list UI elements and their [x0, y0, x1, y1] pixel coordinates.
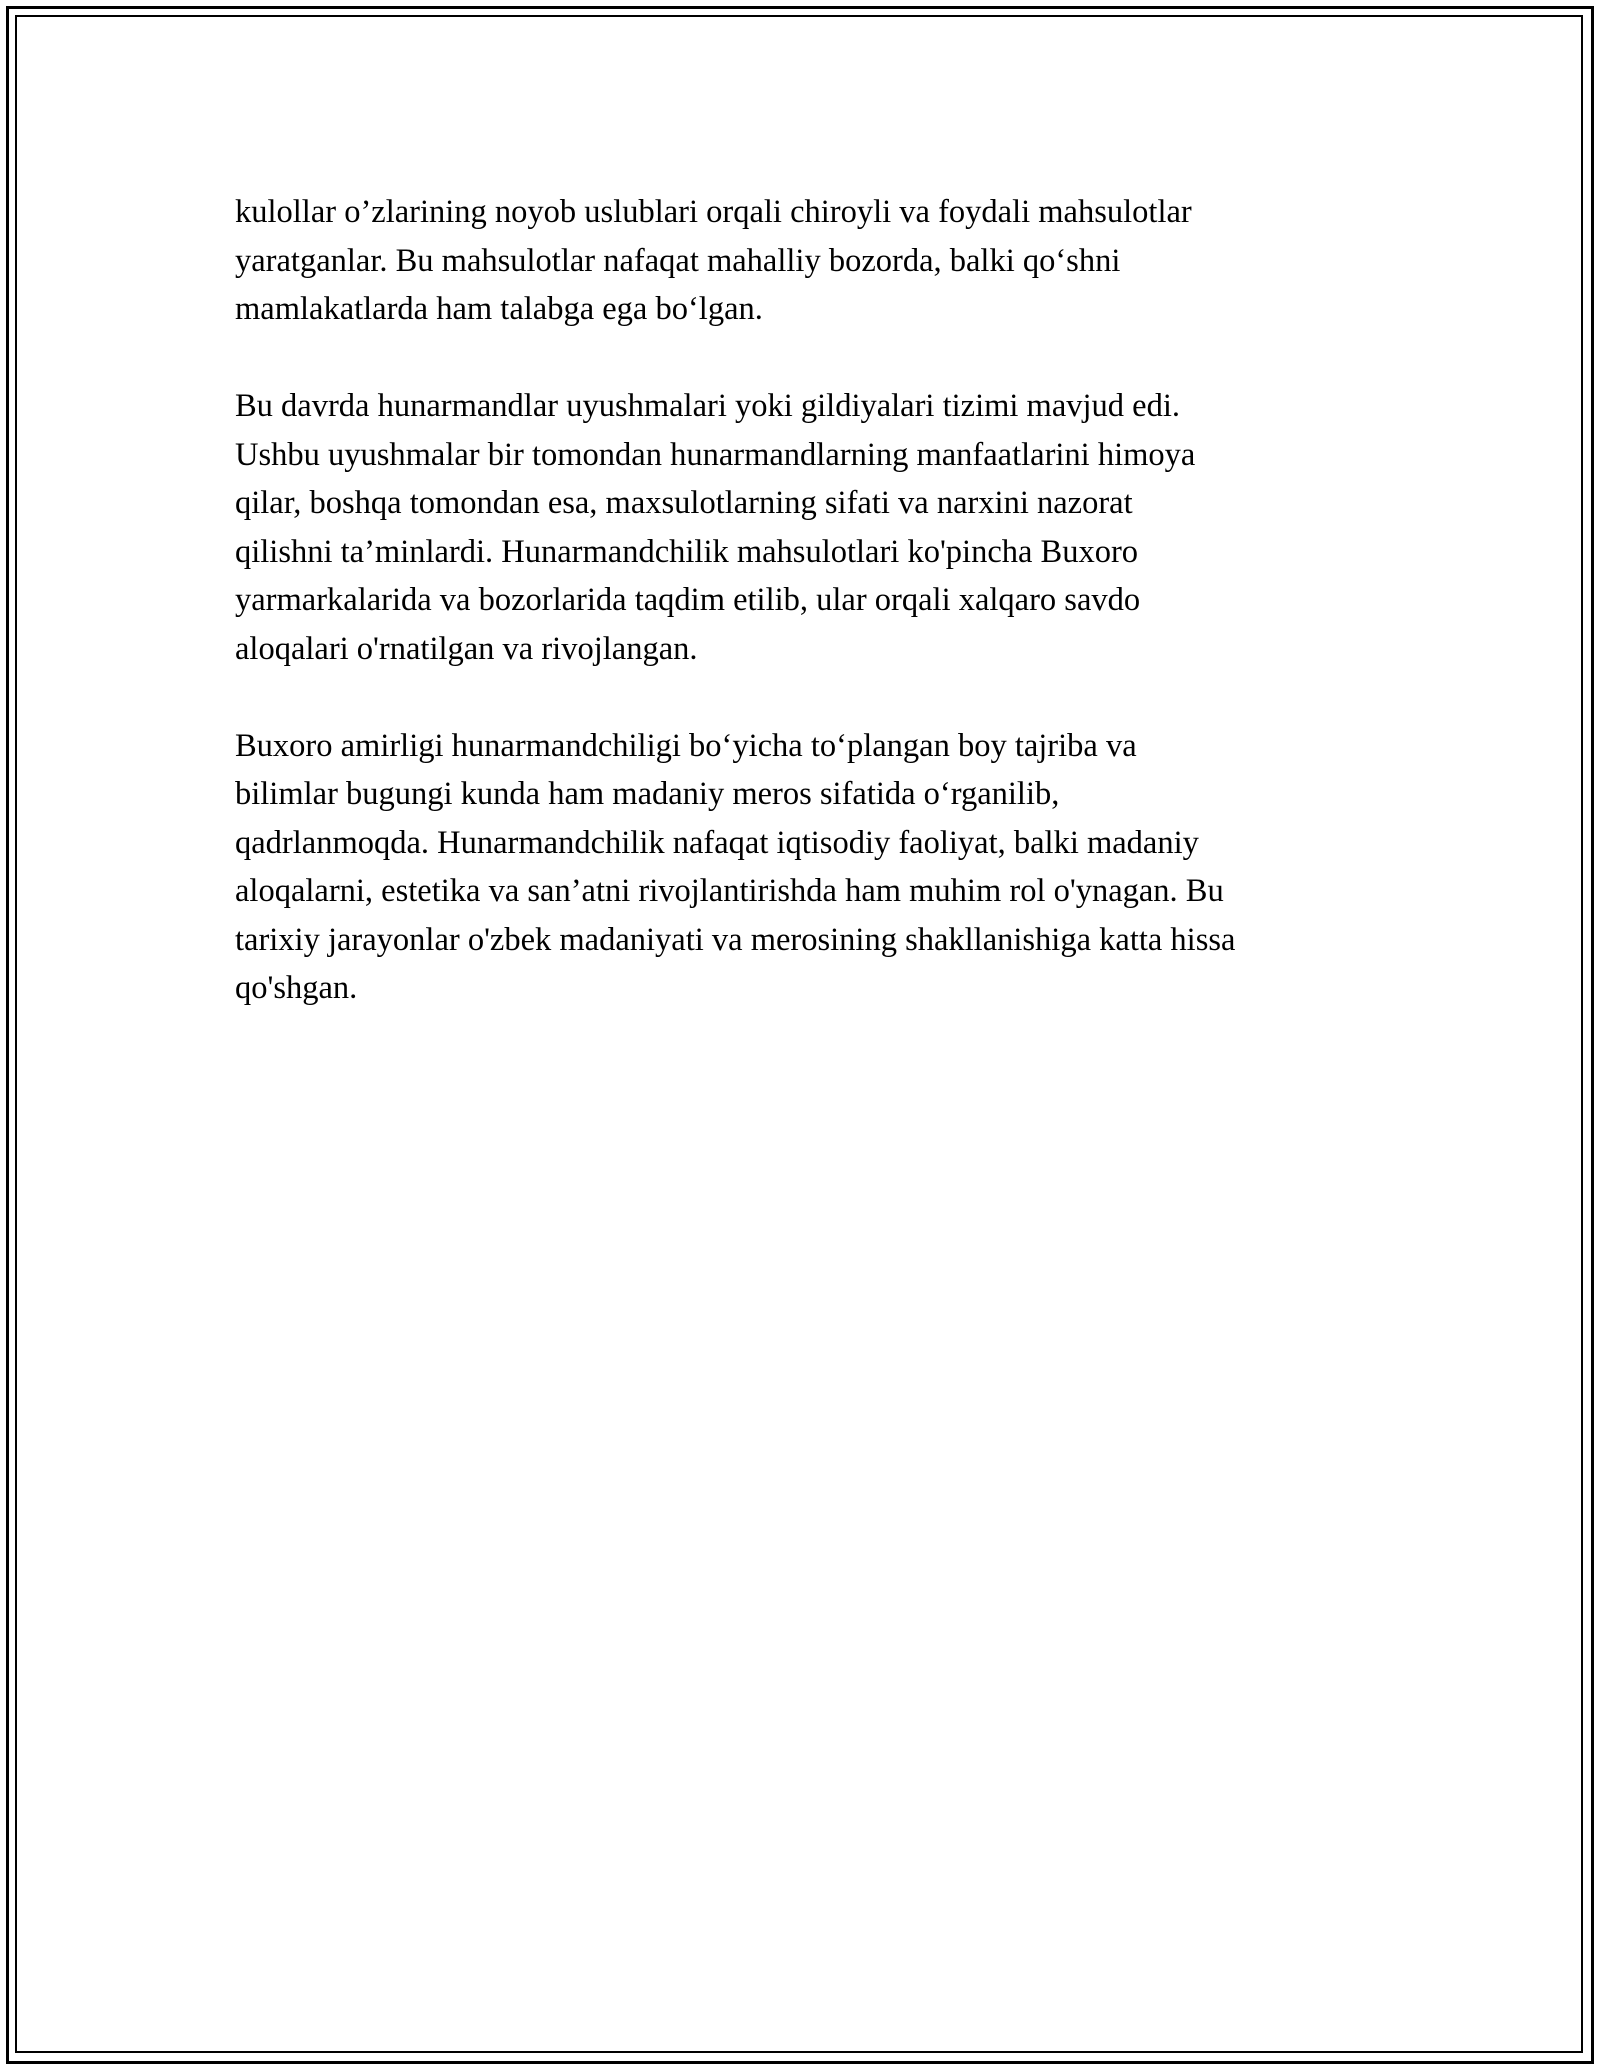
paragraph-line: yarmarkalarida va bozorlarida taqdim etilib, ular orqali xalqaro savdo [235, 582, 1141, 618]
paragraph-line: bilimlar bugungi kunda ham madaniy meros sifatida o‘rganilib, [235, 776, 1060, 812]
paragraph-line: qo'shgan. [235, 970, 358, 1006]
paragraph-line: qadrlanmoqda. Hunarmandchilik nafaqat iqtisodiy faoliyat, balki madaniy [235, 824, 1199, 861]
paragraph-line: Buxoro amirligi hunarmandchiligi bo‘yicha to‘plangan boy tajriba va [235, 727, 1137, 764]
paragraph-line: kulollar o’zlarining noyob uslublari orqali chiroyli va foydali mahsulotlar [235, 194, 1192, 230]
paragraph-line: aloqalari o'rnatilgan va rivojlangan. [235, 630, 698, 667]
paragraph-line: Bu davrda hunarmandlar uyushmalari yoki gildiyalari tizimi mavjud edi. [235, 388, 1180, 424]
paragraph-3 [235, 722, 1375, 1013]
paragraph-line: Ushbu uyushmalar bir tomondan hunarmandlarning manfaatlarini himoya [235, 436, 1196, 473]
paragraph-line: qilar, boshqa tomondan esa, maxsulotlarning sifati va narxini nazorat [235, 485, 1133, 521]
paragraph-line: yaratganlar. Bu mahsulotlar nafaqat mahalliy bozorda, balki qo‘shni [235, 242, 1121, 279]
paragraph-line: tarixiy jarayonlar o'zbek madaniyati va merosining shakllanishiga katta hissa [235, 921, 1236, 958]
paragraph-line: mamlakatlarda ham talabga ega bo‘lgan. [235, 291, 763, 327]
paragraph-line: aloqalarni, estetika va san’atni rivojlantirishda ham muhim rol o'ynagan. Bu [235, 873, 1224, 909]
paragraph-1 [235, 188, 1375, 334]
document-body [235, 188, 1375, 1061]
paragraph-line: qilishni ta’minlardi. Hunarmandchilik mahsulotlari ko'pincha Buxoro [235, 533, 1139, 570]
paragraph-2 [235, 382, 1375, 673]
